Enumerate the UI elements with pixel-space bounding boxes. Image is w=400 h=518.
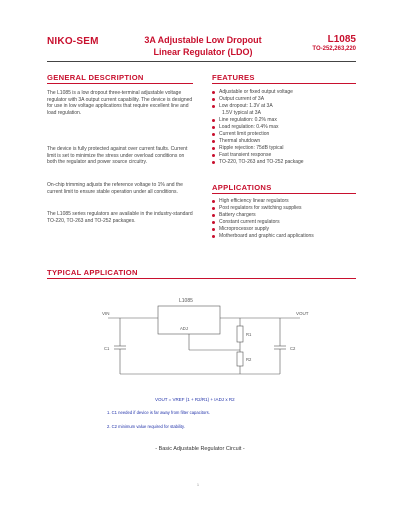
general-description-rule (47, 83, 193, 84)
bullet-dot-icon (212, 119, 215, 122)
typical-application-title: TYPICAL APPLICATION (47, 268, 138, 277)
application-text: Microprocessor supply (219, 226, 270, 232)
description-paragraph-3: On-chip trimming adjusts the reference voltage to 1% and the current limit to ensure stable operation under all conditions. (47, 182, 183, 195)
description-paragraph-2: The device is fully protected against over current faults. Current limit is set to minimize the stress under overload conditions on both the regulator and power source circuitry. (47, 146, 188, 166)
circuit-note-2: 2. C2 minimum value required for stability. (107, 424, 185, 429)
bullet-dot-icon (212, 235, 215, 238)
page-number: 1 (197, 483, 199, 487)
application-item (212, 205, 358, 212)
features-rule (212, 83, 356, 84)
typical-application-rule (47, 278, 356, 279)
feature-text: Current limit protection (219, 131, 270, 137)
feature-item (212, 89, 358, 96)
applications-title: APPLICATIONS (212, 183, 272, 192)
feature-item (212, 159, 358, 166)
bullet-dot-icon (212, 154, 215, 157)
application-item (212, 233, 358, 240)
bullet-dot-icon (212, 140, 215, 143)
brand-logo-text: NIKO-SEM (47, 36, 99, 47)
feature-text: Output current of 3A (219, 96, 265, 102)
features-title: FEATURES (212, 73, 255, 82)
title-line-1: 3A Adjustable Low Dropout (144, 35, 262, 45)
application-item (212, 212, 358, 219)
feature-item (212, 145, 358, 152)
r2-label: R2 (246, 357, 252, 362)
vin-label: VIN (102, 311, 110, 316)
application-item (212, 198, 358, 205)
general-description-title: GENERAL DESCRIPTION (47, 73, 144, 82)
application-text: High efficiency linear regulators (219, 198, 289, 204)
description-paragraph-4: The L1085 series regulators are available in the industry-standard TO-220, TO-263 and TO-252 packages. (47, 211, 193, 224)
r2-resistor (237, 352, 243, 366)
feature-item (212, 117, 358, 124)
feature-text: Ripple rejection: 75dB typical (219, 145, 284, 151)
features-list (212, 89, 358, 166)
application-text: Battery chargers (219, 212, 256, 218)
description-paragraph-1: The L1085 is a low dropout three-terminal adjustable voltage regulator with 3A output current capability. The device is designed for use in low voltage applications that require excellent line and load regulation. (47, 90, 193, 117)
application-text: Motherboard and graphic card applications (219, 233, 314, 239)
output-voltage-formula: VOUT = VREF (1 + R2/R1) + IADJ x R2 (155, 397, 235, 402)
feature-text: TO-220, TO-263 and TO-252 package (219, 159, 304, 165)
feature-text: Thermal shutdown (219, 138, 261, 144)
applications-list (212, 198, 358, 240)
feature-text: Adjustable or fixed output voltage (219, 89, 293, 95)
feature-item (212, 138, 358, 145)
bullet-dot-icon (212, 98, 215, 101)
bullet-dot-icon (212, 147, 215, 150)
chip-label: L1085 (179, 298, 193, 304)
regulator-chip-body (158, 306, 220, 334)
circuit-note-1: 1. C1 needed if device is far away from filter capacitors. (107, 410, 210, 415)
package-list: TO-252,263,220 (312, 46, 356, 52)
feature-text: 1.5V typical at 3A (222, 110, 261, 116)
feature-text: Line regulation: 0.2% max (219, 117, 277, 123)
feature-item (212, 110, 358, 117)
application-item (212, 226, 358, 233)
r1-label: R1 (246, 332, 252, 337)
bullet-dot-icon (212, 161, 215, 164)
cout-label: C2 (290, 346, 296, 351)
bullet-dot-icon (212, 214, 215, 217)
application-text: Post regulators for switching supplies (219, 205, 302, 211)
feature-item (212, 152, 358, 159)
feature-item (212, 131, 358, 138)
bullet-dot-icon (212, 207, 215, 210)
bullet-dot-icon (212, 200, 215, 203)
feature-item (212, 96, 358, 103)
application-item (212, 219, 358, 226)
part-number: L1085 (327, 34, 356, 45)
bullet-dot-icon (212, 91, 215, 94)
bullet-dot-icon (212, 105, 215, 108)
cin-label: C1 (104, 346, 110, 351)
bullet-dot-icon (212, 126, 215, 129)
bullet-dot-icon (212, 228, 215, 231)
vout-label: VOUT (296, 311, 309, 316)
adj-label: ADJ (180, 326, 188, 331)
title-line-2: Linear Regulator (LDO) (153, 47, 253, 57)
regulator-circuit-diagram (100, 290, 320, 380)
application-text: Constant current regulators (219, 219, 280, 225)
feature-item (212, 124, 358, 131)
header-divider (47, 61, 356, 62)
feature-text: Low dropout: 1.3V at 3A (219, 103, 273, 109)
circuit-caption: - Basic Adjustable Regulator Circuit - (155, 446, 245, 452)
feature-text: Fast transient response (219, 152, 272, 158)
bullet-dot-icon (212, 133, 215, 136)
r1-resistor (237, 326, 243, 342)
document-title (128, 34, 278, 58)
feature-item (212, 103, 358, 110)
applications-rule (212, 193, 356, 194)
bullet-dot-icon (212, 221, 215, 224)
feature-text: Load regulation: 0.4% max (219, 124, 279, 130)
